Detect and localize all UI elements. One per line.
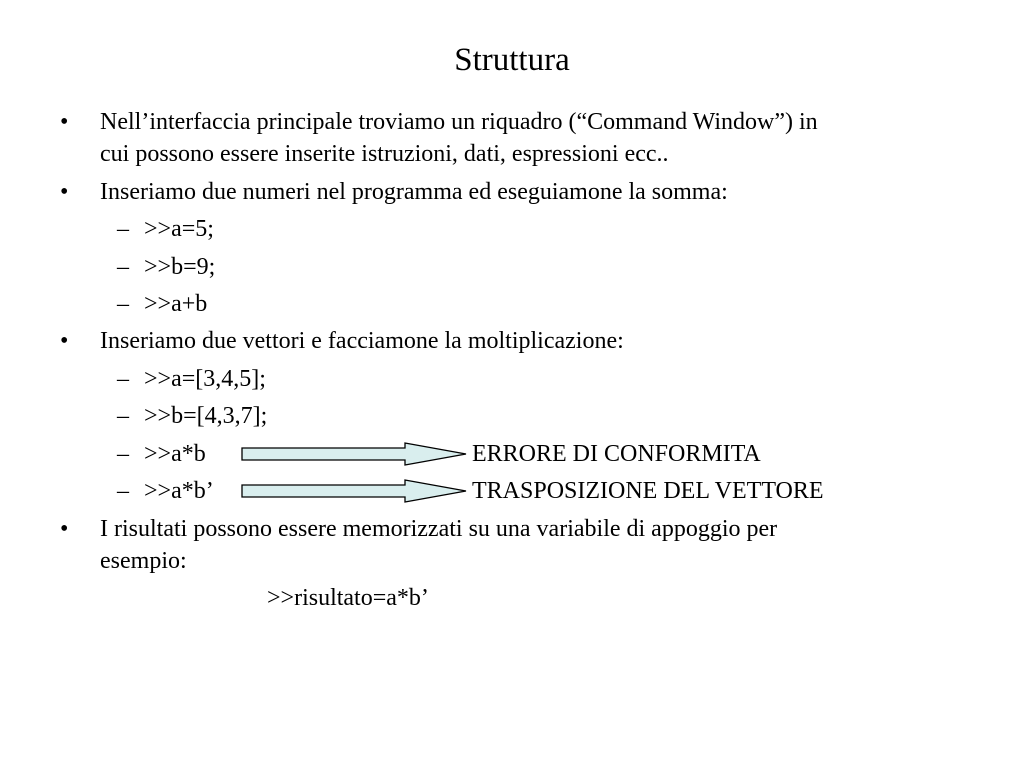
bullet-3-line-1: Inseriamo due vettori e facciamone la moltiplicazione: [100, 328, 624, 354]
bullet-1-line-1: Nell’interfaccia principale troviamo un riquadro (“Command Window”) in [100, 109, 818, 135]
bullet-marker: • [60, 179, 69, 205]
mult-item-b: >>b=[4,3,7]; [144, 403, 268, 429]
bullet-4-line-1: I risultati possono essere memorizzati su una variabile di appoggio per [100, 516, 778, 542]
sum-item-sum: >>a+b [144, 291, 208, 317]
sum-item-b: >>b=9; [144, 254, 216, 280]
sum-item-a: >>a=5; [144, 216, 214, 242]
mult-item-transpose: >>a*b’ [144, 478, 214, 504]
mult-item-a: >>a=[3,4,5]; [144, 366, 266, 392]
arrow-right-icon [240, 441, 470, 467]
bullet-2-line-1: Inseriamo due numeri nel programma ed eseguiamone la somma: [100, 179, 728, 205]
bullet-4-line-2: esempio: [100, 548, 187, 574]
sub-item-marker: – [117, 478, 129, 504]
sub-item-marker: – [117, 254, 129, 280]
sub-item-marker: – [117, 366, 129, 392]
mult-item-product: >>a*b [144, 441, 206, 467]
sub-item-marker: – [117, 403, 129, 429]
arrow-right-icon [240, 478, 470, 504]
sub-item-marker: – [117, 291, 129, 317]
arrow-shape [242, 480, 466, 502]
bullet-marker: • [60, 328, 69, 354]
arrow-shape [242, 443, 466, 465]
bullet-marker: • [60, 516, 69, 542]
bullet-1-line-2: cui possono essere inserite istruzioni, dati, espressioni ecc.. [100, 141, 669, 167]
transpose-result-label: TRASPOSIZIONE DEL VETTORE [472, 478, 824, 504]
bullet-marker: • [60, 109, 69, 135]
error-result-label: ERRORE DI CONFORMITA [472, 441, 761, 467]
sub-item-marker: – [117, 441, 129, 467]
slide-title: Struttura [454, 42, 570, 78]
example-command: >>risultato=a*b’ [267, 585, 429, 611]
sub-item-marker: – [117, 216, 129, 242]
